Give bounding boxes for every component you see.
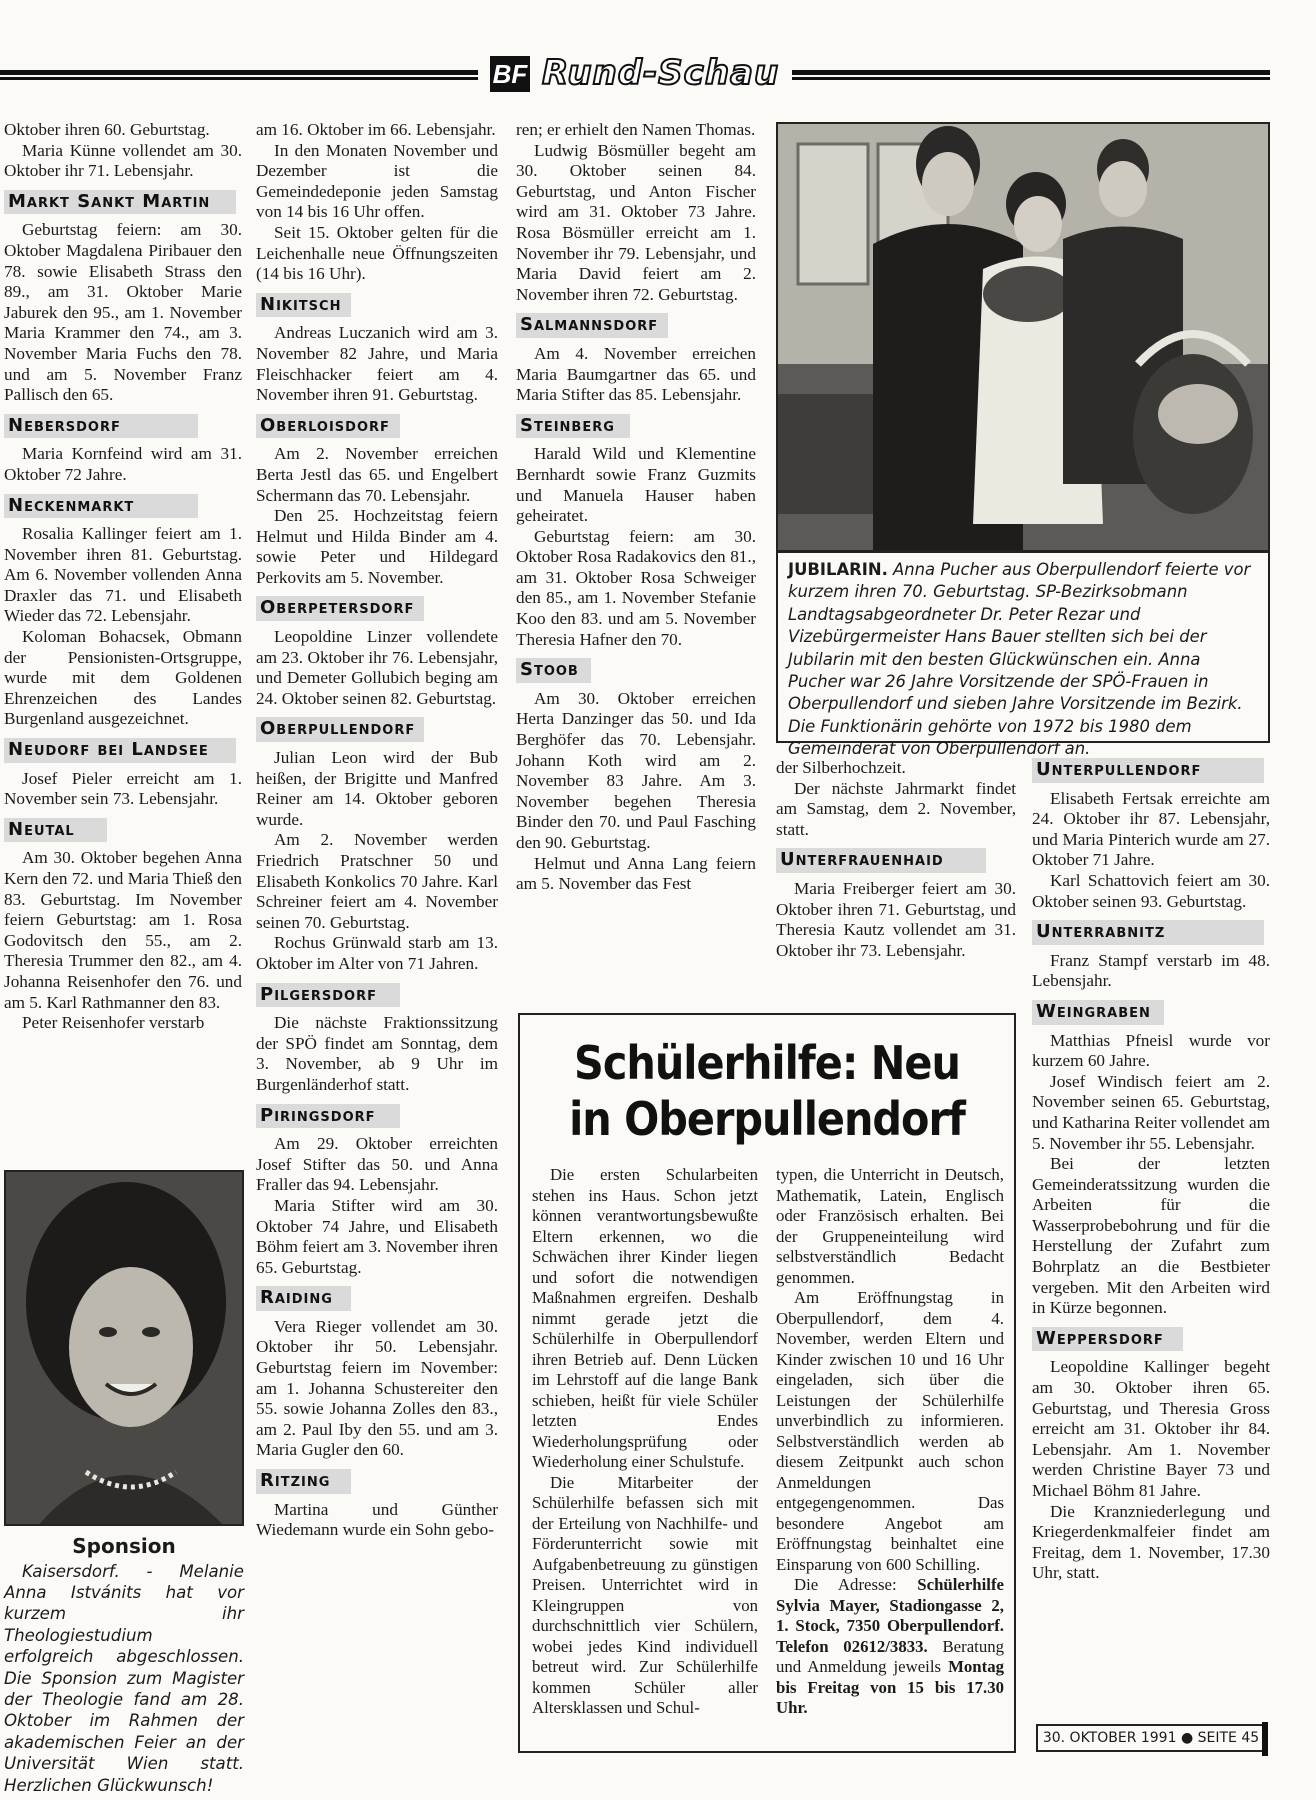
paragraph: Rochus Grünwald starb am 13. Oktober im Alter von 71 Jahren.: [256, 933, 498, 973]
address-details: Schülerhilfe Sylvia Mayer, Stadiongasse 2, 1. Stock, 7350 Oberpullendorf. Telefon 02612/3833.: [776, 1575, 1004, 1656]
paragraph: Julian Leon wird der Bub heißen, der Brigitte und Manfred Reiner am 14. Oktober geboren wurde.: [256, 748, 498, 829]
paragraph: am 16. Oktober im 66. Lebensjahr.: [256, 120, 496, 139]
paragraph: Elisabeth Fertsak erreichte am 24. Oktober ihr 87. Lebensjahr, und Maria Pinterich wurde am 27. Oktober 71 Jahre.: [1032, 788, 1270, 870]
address-paragraph: [776, 1575, 1004, 1719]
section-heading: Nikitsch: [256, 293, 351, 318]
section-heading: Oberpullendorf: [256, 717, 424, 742]
paragraph: Am 2. November werden Friedrich Pratschner 50 und Elisabeth Konkolics 70 Jahre. Karl Schreiner feiert am 4. November seinen 70. Geburtstag.: [256, 830, 498, 932]
paragraph: Koloman Bohacsek, Obmann der Pensionisten-Ortsgruppe, wurde mit dem Goldenen Ehrenzeichen des Landes Burgenland ausgezeichnet.: [4, 627, 242, 729]
column-1: [4, 120, 242, 1034]
paragraph: Franz Stampf verstarb im 48. Lebensjahr.: [1032, 950, 1270, 991]
paragraph: Andreas Luczanich wird am 3. November 82 Jahre, und Maria Fleischhacker feiert am 4. November ihren 91. Geburtstag.: [256, 323, 498, 405]
paragraph: Am Eröffnungstag in Oberpullendorf, dem 4. November, werden Eltern und Kinder zwischen 10 und 16 Uhr eingeladen, sich über die Leistungen der Schülerhilfe unverbindlich zu informieren. Selbstverständlich werden ab diesem Zeitpunkt auch schon Anmeldungen entgegengenommen. Das besondere Angebot am Eröffnungstag beinhaltet eine Einsparung von 600 Schilling.: [776, 1288, 1004, 1574]
paragraph: typen, die Unterricht in Deutsch, Mathematik, Latein, Englisch oder Französisch erhalten. Bei der Gruppeneinteilung wird selbstverständlich Bedacht genommen.: [776, 1165, 1004, 1287]
paragraph: Am 30. Oktober erreichen Herta Danzinger das 50. und Ida Berghöfer das 70. Lebensjahr. Johann Koth wird am 2. November 83 Jahre. Am 3. November begehen Theresia Binder den 70. und Paul Fasching den 90. Geburtstag.: [516, 688, 756, 852]
paragraph: Peter Reisenhofer verstarb: [22, 1013, 205, 1033]
section-heading: Weingraben: [1032, 1000, 1164, 1025]
section-heading: Piringsdorf: [256, 1104, 400, 1129]
column-5: [1032, 758, 1270, 1584]
jubilarin-group-photo: [776, 122, 1270, 552]
paragraph: Oktober ihren 60. Geburtstag.: [4, 120, 210, 139]
section-heading: Unterfrauenhaid: [776, 848, 986, 873]
section-heading: Stoob: [516, 658, 591, 683]
paragraph: Die ersten Schularbeiten stehen ins Haus. Schon jetzt können verantwortungsbewußte Eltern erkennen, wo die Schwächen ihrer Kinder liegen und sofort die notwendigen Maßnahmen ergreifen. Deshalb nimmt gerade jetzt die Schülerhilfe in Oberpullendorf ihren Betrieb auf. Denn Lücken im Lehrstoff auf die lange Bank schieben, heißt für viele Schüler letzten Endes Wiederholungsprüfung oder Wiederholung einer Schulstufe.: [532, 1165, 758, 1471]
paragraph: Am 29. Oktober erreichten Josef Stifter das 50. und Anna Fraller das 94. Lebensjahr.: [256, 1134, 498, 1195]
group-photo-illustration: [778, 124, 1270, 552]
paragraph: Josef Pieler erreicht am 1. November sein 73. Lebensjahr.: [4, 768, 242, 809]
paragraph: Der nächste Jahrmarkt findet am Samstag, dem 2. November, statt.: [776, 778, 1016, 839]
paragraph: Matthias Pfneisl wurde vor kurzem 60 Jahre.: [1032, 1030, 1270, 1071]
paragraph: Martina und Günther Wiedemann wurde ein Sohn gebo-: [256, 1499, 498, 1540]
column-4: [776, 758, 1016, 961]
paragraph: Karl Schattovich feiert am 30. Oktober seinen 93. Geburtstag.: [1032, 870, 1270, 911]
schuelerhilfe-article: [518, 1013, 1016, 1753]
paragraph: der Silberhochzeit.: [776, 758, 906, 777]
paragraph: Die nächste Fraktionssitzung der SPÖ findet am Sonntag, dem 3. November, ab 9 Uhr im Burgenländerhof statt.: [256, 1013, 498, 1094]
paragraph: Maria Künne vollendet am 30. Oktober ihr 71. Lebensjahr.: [4, 140, 242, 181]
paragraph: In den Monaten November und Dezember ist die Gemeindedeponie jeden Samstag von 14 bis 16 Uhr offen.: [256, 140, 498, 222]
paragraph: Leopoldine Linzer vollendete am 23. Oktober ihr 76. Lebensjahr, und Demeter Gollubich beging am 24. Oktober seinen 82. Geburtstag.: [256, 627, 498, 708]
headline-line-1: Schülerhilfe: Neu: [574, 1036, 960, 1090]
section-heading: Weppersdorf: [1032, 1327, 1183, 1352]
section-heading: Neckenmarkt: [4, 494, 198, 519]
page-footer: 30. OKTOBER 1991 ● SEITE 45: [1036, 1724, 1266, 1752]
hours-intro: Beratung und Anmeldung jeweils: [776, 1636, 1004, 1676]
sponsion-block: [4, 1530, 244, 1796]
section-heading: Pilgersdorf: [256, 983, 400, 1008]
sponsion-portrait-photo: [4, 1170, 244, 1526]
portrait-illustration: [6, 1172, 244, 1526]
section-heading: Neudorf bei Landsee: [4, 738, 236, 763]
section-heading: Unterrabnitz: [1032, 920, 1264, 945]
caption-label: JUBILARIN.: [788, 560, 888, 579]
article-headline: [520, 1035, 1014, 1147]
paragraph: Harald Wild und Klementine Bernhardt sowie Franz Guzmits und Manuela Hauser haben geheiratet.: [516, 444, 756, 526]
bf-logo: BF: [490, 56, 530, 92]
paragraph: Den 25. Hochzeitstag feiern Helmut und Hilda Binder am 4. sowie Peter und Hildegard Perkovits am 5. November.: [256, 506, 498, 587]
section-heading: Salmannsdorf: [516, 313, 668, 338]
paragraph: Maria Stifter wird am 30. Oktober 74 Jahre, und Elisabeth Böhm feiert am 3. November ihren 65. Geburtstag.: [256, 1195, 498, 1277]
paragraph: Seit 15. Oktober gelten für die Leichenhalle neue Öffnungszeiten (14 bis 16 Uhr).: [256, 222, 498, 284]
paragraph: Am 4. November erreichen Maria Baumgartner das 65. und Maria Stifter das 85. Lebensjahr.: [516, 343, 756, 405]
article-column-right: [776, 1165, 1004, 1719]
paragraph: Maria Kornfeind wird am 31. Oktober 72 Jahre.: [4, 444, 242, 484]
paragraph: Helmut und Anna Lang feiern am 5. November das Fest: [516, 853, 756, 894]
masthead-rule-left: [0, 70, 478, 80]
section-heading: Markt Sankt Martin: [4, 190, 236, 215]
address-intro: Die Adresse:: [794, 1575, 897, 1594]
section-heading: Ritzing: [256, 1469, 351, 1494]
paragraph: Vera Rieger vollendet am 30. Oktober ihr 50. Lebensjahr. Geburtstag feiern im November: am 1. Johanna Schustereiter den 55. sowie Johanna Zolles den 83., am 2. Paul Iby den 55. und am 3. Maria Gugler den 60.: [256, 1316, 498, 1460]
caption-text: Anna Pucher aus Oberpullendorf feierte vor kurzem ihren 70. Geburtstag. SP-Bezirksobmann Landtagsabgeordneter Dr. Peter Rezar und Vizebürgermeister Hans Bauer stellten sich bei der Jubilarin mit den besten Glückwünschen ein. Anna Pucher war 26 Jahre Vorsitzende der SPÖ-Frauen in Oberpullendorf und sieben Jahre Vorsitzende im Bezirk. Die Funktionärin gehörte von 1972 bis 1980 dem Gemeinderat von Oberpullendorf an.: [788, 560, 1251, 759]
paragraph: Geburtstag feiern: am 30. Oktober Magdalena Piribauer den 78. sowie Elisabeth Strass den 89., am 31. Oktober Marie Jaburek den 95., am 1. November Maria Krammer den 74., am 3. November Maria Fuchs den 78. und am 5. November Franz Pallisch den 65.: [4, 220, 242, 405]
paragraph: Josef Windisch feiert am 2. November seinen 65. Geburtstag, und Katharina Reiter vollendet am 5. November ihr 55. Lebensjahr.: [1032, 1071, 1270, 1153]
paragraph: Die Mitarbeiter der Schülerhilfe befassen sich mit der Erteilung von Nachhilfe- und Förderunterricht sowie mit Aufgabenbetreuung zu günstigen Preisen. Unterrichtet wird in Kleingruppen von durchschnittlich vier Schülern, wobei jedes Kind individuell betreut wird. Zur Schülerhilfe kommen Schüler aller Altersklassen und Schul-: [532, 1472, 758, 1717]
paragraph: Leopoldine Kallinger begeht am 30. Oktober ihren 65. Geburtstag, und Theresia Gross erreicht am 31. Oktober ihr 84. Lebensjahr. Am 1. November werden Christine Bayer 73 und Michael Böhm 81 Jahre.: [1032, 1357, 1270, 1500]
section-heading: Raiding: [256, 1286, 351, 1311]
section-heading: Oberpetersdorf: [256, 596, 424, 621]
column-2: [256, 120, 498, 1541]
section-heading: Steinberg: [516, 414, 630, 439]
paragraph: Maria Freiberger feiert am 30. Oktober ihren 71. Geburtstag, und Theresia Kautz vollendet am 31. Oktober ihr 73. Lebensjahr.: [776, 878, 1016, 960]
paragraph: Geburtstag feiern: am 30. Oktober Rosa Radakovics den 81., am 31. Oktober Rosa Schweiger den 85., am 1. November Stefanie Koo den 83. und am 5. November Theresia Hafner den 70.: [516, 526, 756, 649]
article-column-left: [532, 1165, 758, 1719]
office-hours: Montag bis Freitag von 15 bis 17.30 Uhr.: [776, 1657, 1004, 1717]
footer-bar: [1262, 1722, 1268, 1756]
sponsion-title: Sponsion: [72, 1534, 176, 1558]
sponsion-caption: Kaisersdorf. - Melanie Anna Istvánits hat vor kurzem ihr Theologiestudium erfolgreich abgeschlossen. Die Sponsion zum Magister der Theologie fand am 28. Oktober im Rahmen der akademischen Feier an der Universität Wien statt. Herzlichen Glückwunsch!: [4, 1561, 244, 1795]
photo-caption: [776, 551, 1270, 759]
headline-line-2: in Oberpullendorf: [569, 1092, 965, 1146]
paragraph: Rosalia Kallinger feiert am 1. November ihren 81. Geburtstag. Am 6. November vollenden Anna Draxler das 71. und Elisabeth Wieder das 72. Lebensjahr.: [4, 524, 242, 626]
section-heading: Unterpullendorf: [1032, 758, 1264, 783]
paragraph: Die Kranzniederlegung und Kriegerdenkmalfeier findet am Freitag, dem 1. November, 17.30 Uhr, statt.: [1032, 1501, 1270, 1583]
paragraph: Ludwig Bösmüller begeht am 30. Oktober seinen 84. Geburtstag, und Anton Fischer wird am 31. Oktober 73 Jahre. Rosa Bösmüller erreicht am 1. November ihr 79. Lebensjahr, und Maria David feiert am 2. November ihren 72. Geburtstag.: [516, 140, 756, 304]
paragraph: Am 2. November erreichen Berta Jestl das 65. und Engelbert Schermann das 70. Lebensjahr.: [256, 444, 498, 505]
masthead-rule-right: [792, 70, 1270, 80]
paragraph: Bei der letzten Gemeinderatssitzung wurden die Arbeiten für die Wasserprobebohrung und für die Herstellung der Zufahrt zum Bohrplatz an die Bestbieter vergeben. Mit den Arbeiten wird in Kürze begonnen.: [1032, 1154, 1270, 1318]
section-heading: Neutal: [4, 818, 107, 843]
section-title: Rund-Schau: [542, 53, 780, 93]
paragraph: ren; er erhielt den Namen Thomas.: [516, 120, 756, 139]
paragraph: Am 30. Oktober begehen Anna Kern den 72. und Maria Thieß den 83. Geburtstag. Im November feiern Geburtstag: am 1. Rosa Godovitsch den 55., am 2. Theresia Trummer den 82., am 4. Johanna Reisenhofer den 76. und am 5. Karl Rathmanner den 83.: [4, 848, 242, 1012]
column-3: [516, 120, 756, 895]
section-heading: Nebersdorf: [4, 414, 198, 439]
section-heading: Oberloisdorf: [256, 414, 400, 439]
